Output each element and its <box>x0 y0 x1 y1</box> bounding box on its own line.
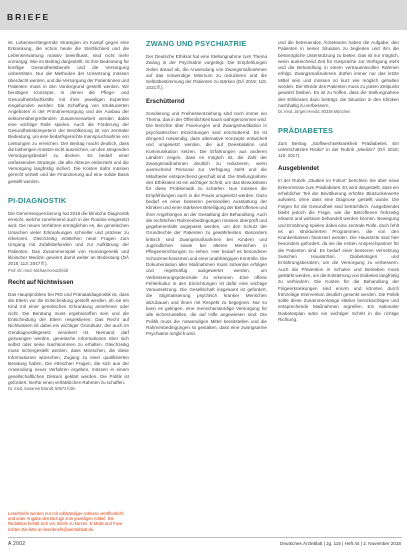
header-band <box>0 0 407 30</box>
letter-topic-heading: PI-DIAGNOSTIK <box>8 195 67 205</box>
letter-author: Dr. med. Susanne Brandt, 50672 Köln <box>8 386 76 392</box>
section-title: BRIEFE <box>7 12 51 22</box>
letter-body: und die betreuenden Ärzteteams haben die Aufgabe, den Patienten in seiner Situation zu begleiten und ihm die bestmögliche Unterstützung zu bieten. Das ist nur möglich, wenn ausreichend Zeit für Gespräche zur Verfügung steht und die Behandlung in einem vertrauensvollen Rahmen erfolgt. Zwangsmaßnahmen dürfen immer nur das letzte Mittel sein und müssen so kurz wie möglich gehalten werden. Die Würde des Patienten muss zu jedem Zeitpunkt gewahrt bleiben. Es ist zu hoffen, dass die Stellungnahme des Ethikrates dazu beiträgt, die Situation in den Kliniken nachhaltig zu verbessern. <box>278 40 399 108</box>
topic-reference-paragraph: Zum Beitrag „Stoffwechselkrankheit Prädiabetes: Ein unterschätztes Risiko“ in der Rubrik „Medizin“ (DÄ 2018; 115: 2017). <box>278 140 399 159</box>
letter-heading: Ausgeblendet <box>278 165 319 173</box>
footer-divider <box>8 537 402 538</box>
journal-citation: Deutsches Ärzteblatt | Jg. 115 | Heft 44 | 2. November 2018 <box>280 541 401 546</box>
letter-author: Dr. med. Jürgen Herold, 80336 München <box>278 109 351 115</box>
letter-body: In der Rubrik „Studien im Fokus“ berichten Sie über neue Erkenntnisse zum Prädiabetes. Es wird dargestellt, dass ein erheblicher Teil der Bevölkerung erhöhte Blutzuckerwerte aufweist, ohne dass eine Diagnose gestellt wurde. Die Folgen für die Gesundheit sind beträchtlich. Ausgeblendet bleibt jedoch die Frage, wie die Betroffenen frühzeitig erkannt und wirksam behandelt werden können. Bewegung und Ernährung spielen dabei eine zentrale Rolle, doch fehlt es an strukturierten Programmen, die von den Krankenkassen finanziert werden. Die Hausärzte sind hier besonders gefordert, da sie die ersten Ansprechpartner für die Patienten sind. Es bedarf einer besseren Vernetzung zwischen Hausärzten, Diabetologen und Ernährungsberatern, um die Versorgung zu verbessern. Auch die Prävention in Schulen und Betrieben muss gestärkt werden, um die Entstehung von Diabetes langfristig zu verhindern. Die Kosten für die Behandlung der Folgeerkrankungen sind enorm und könnten durch frühzeitige Intervention deutlich gesenkt werden. Die Politik sollte diese Zusammenhänge stärker berücksichtigen und entsprechende Maßnahmen ergreifen. Ein nationaler Diabetesplan wäre ein wichtiger Schritt in die richtige Richtung. <box>278 178 399 322</box>
letter-body: Sondierung und Freiheitsentziehung sind noch immer ein Thema, das in der Öffentlichkeit kaum wahrgenommen wird. Die Berichte über Fixierungen und Zwangsmedikation in psychiatrischen Einrichtungen sind erschütternd. Es ist dringend notwendig, dass alternative Konzepte entwickelt und umgesetzt werden, die auf Deeskalation und Kommunikation setzen. Die Erfahrungen aus anderen Ländern zeigen, dass es möglich ist, die Zahl der Zwangsmaßnahmen deutlich zu reduzieren, wenn ausreichend Personal zur Verfügung steht und die Mitarbeiter entsprechend geschult sind. Die Stellungnahme des Ethikrates ist ein wichtiger Schritt, um das Bewusstsein für diese Problematik zu schärfen. Nun müssen die Empfehlungen auch in die Praxis umgesetzt werden. Dazu bedarf es einer besseren personellen Ausstattung der Kliniken und einer stärkeren Beteiligung der Betroffenen und ihrer Angehörigen an der Gestaltung der Behandlung. Auch die rechtlichen Rahmenbedingungen müssen überprüft und gegebenenfalls angepasst werden, um den Schutz der Grundrechte der Patienten zu gewährleisten. Besonders kritisch sind Zwangsmaßnahmen bei Kindern und Jugendlichen sowie bei älteren Menschen in Pflegeeinrichtungen zu sehen. Hier bedarf es besonderer Schutzmechanismen und einer unabhängigen Kontrolle. Die Dokumentation aller Maßnahmen muss lückenlos erfolgen und regelmäßig ausgewertet werden, um Verbesserungspotenziale zu erkennen. Eine offene Fehlerkultur in den Einrichtungen ist dafür eine wichtige Voraussetzung. Die Gesellschaft insgesamt ist gefordert, die Stigmatisierung psychisch kranker Menschen abzubauen und ihnen mit Respekt zu begegnen. Nur so kann es gelingen, eine menschenwürdige Versorgung für alle sicherzustellen, die auf Hilfe angewiesen sind. Die Politik muss die notwendigen Mittel bereitstellen und die Rahmenbedingungen so gestalten, dass eine zwangsarme Psychiatrie möglich wird. <box>146 110 267 337</box>
letter-heading: Erschütternd <box>146 97 185 105</box>
letter-topic-heading: ZWANG UND PSYCHIATRIE <box>146 40 247 48</box>
letter-heading: Recht auf Nichtwissen <box>8 278 74 286</box>
letter-author: Prof. Dr. med. Michael Kreutzfeldt <box>8 267 69 273</box>
column-middle <box>146 40 267 532</box>
intro-paragraph: ist. Lebensverlängernde Strategien im Kampf gegen eine Erkrankung, die schon heute die Sterblichkeit und die Lebenserwartung massiv beeinflusst, sind nicht mehr vorrangig. Wie im Beitrag dargestellt, ist ihre Bedeutung für künftige Gesundheitsberufe und die Versorgung unbestritten. Nur die Methoden der Umsetzung müssen überdacht werden, und die Versorgung der Patientinnen und Patienten muss in den Vordergrund gestellt werden. Wir benötigen Konzepte, in denen die Pflege- und Gesundheitsfachkräfte mit ihrer jeweiligen Expertise eingebunden werden. Die Schaffung von strukturierten Angeboten in der Primärversorgung und der Ausbau der sektorenübergreifenden Zusammenarbeit werden dabei eine wichtige Rolle spielen. Auch die Förderung der Gesundheitskompetenz der Bevölkerung ist von zentraler Bedeutung, um eine bedarfsgerechte Inanspruchnahme von Leistungen zu erreichen. Der Beitrag macht deutlich, dass die bisherigen Ansätze nicht ausreichen, um den steigenden Versorgungsbedarf zu decken. Es bedarf einer umfassenden Strategie, die alle Akteure einbezieht und die Versorgung langfristig sichert. Die Kosten dafür müssen gerecht verteilt und die Finanzierung auf eine solide Basis gestellt werden. <box>8 40 129 184</box>
topic-reference-paragraph: Die Genomsequenzierung hat 2016 die klinische Diagnostik erreicht, welche zunehmend auch in der Routine eingesetzt wird. Die neuen Verfahren ermöglichen es, die genetischen Ursachen vieler Erkrankungen schneller und präziser zu erkennen. Gleichzeitig entstehen neue Fragen zum Umgang mit Zufallsbefunden und zur Aufklärung der Patienten. Das Zusammenspiel von Humangenetik und klinischer Medizin gewinnt damit weiter an Bedeutung (DÄ 2016; 113: 2047 ff.). <box>8 210 129 267</box>
column-right <box>278 40 399 532</box>
reader-letter-note: Leserbriefe werden nur mit vollständiger Adresse veröffentlicht und unter Angabe des Bezugs zum jeweiligen Artikel. Die Redaktion behält sich vor, Briefe zu kürzen. E-Mails und Faxe richten Sie bitte an leserbriefe@aerzteblatt.de. <box>8 511 124 532</box>
letter-body: Das Hauptproblem bei PID und Pränataldiagnostik ist, dass die Eltern vor die Entscheidung gestellt werden, ob sie ein Kind mit einer genetischen Erkrankung annehmen oder nicht. Die Beratung muss ergebnisoffen sein und die Entscheidung der Eltern respektieren. Das Recht auf Nichtwissen ist dabei ein wichtiger Grundsatz, der auch im Gendiagnostikgesetz verankert ist. Niemand darf gezwungen werden, genetische Informationen über sich selbst oder seine Nachkommen zu erhalten. Gleichzeitig muss sichergestellt werden, dass Menschen, die diese Informationen wünschen, Zugang zu einer qualifizierten Beratung haben. Die ethischen Fragen, die sich aus der Anwendung neuer Verfahren ergeben, müssen in einem gesellschaftlichen Diskurs geklärt werden. Die Politik ist gefordert, hierfür einen verlässlichen Rahmen zu schaffen. <box>8 291 129 385</box>
column-left <box>8 40 129 520</box>
page-number: A 2002 <box>8 541 26 547</box>
letter-topic-heading: PRÄDIABETES <box>278 125 334 135</box>
topic-reference-paragraph: Der Deutsche Ethikrat hat eine Stellungnahme zum Thema Zwang in der Psychiatrie vorgelegt. Die Empfehlungen zielen darauf ab, die Anwendung von Zwangsmaßnahmen auf das notwendige Minimum zu reduzieren und die Selbstbestimmung der Patienten zu stärken (DÄ 2018; 115: 1021 ff.). <box>146 54 267 91</box>
